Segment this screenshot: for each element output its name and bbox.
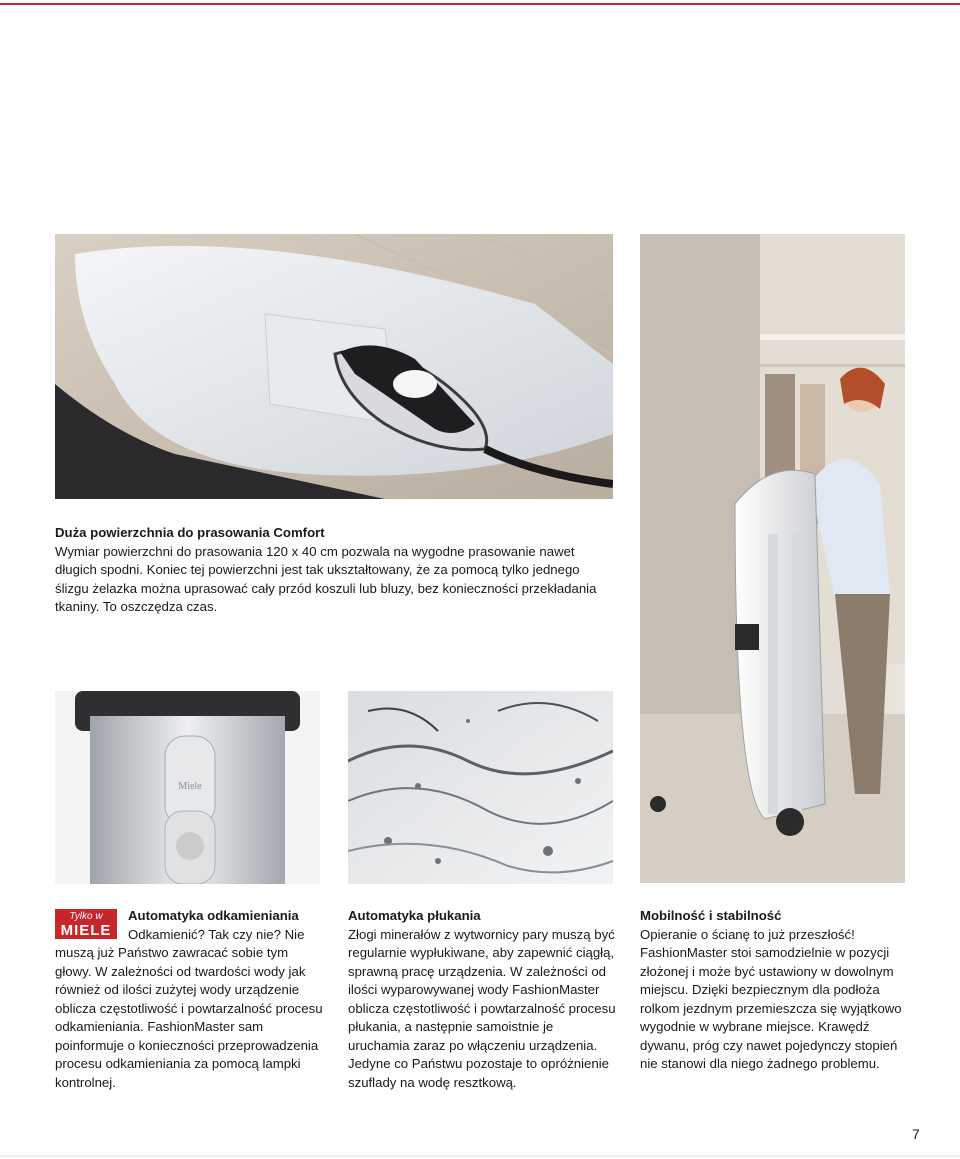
- mobility-body: Opieranie o ścianę to już przeszłość! FashionMaster stoi samodzielnie w pozycji złożonej i może być ustawiony w dowolnym miejscu. Dzięki bezpiecznym dla podłoża rolkom jezdnym przemieszcza się wyjątkowo wygodnie w wybrane miejsce. Krawędź dywanu, próg czy nawet pojedynczy stopień nie stanowi dla niego żadnego problemu.: [640, 926, 902, 1071]
- badge-line1: Tylko w: [69, 911, 103, 922]
- mobility-heading: Mobilność i stabilność: [640, 908, 782, 923]
- water-splash-photo: [348, 691, 613, 884]
- descaling-device-photo: [55, 691, 320, 884]
- rinse-body: Złogi minerałów z wytwornicy pary muszą być regularnie wypłukiwane, aby zapewnić ciągłą, sprawną pracę urządzenia. W zależności od ilości wyparowywanej wody FashionMaster oblicza częstotliwość i powtarzalność procesu płukania, a następnie samoistnie je uruchamia zaraz po włączeniu urządzenia. Jedyne co Państwu pozostaje to opróżnienie szuflady na wodę resztkową.: [348, 926, 616, 1090]
- svg-text:Miele: Miele: [178, 781, 202, 792]
- rinse-heading: Automatyka płukania: [348, 908, 481, 923]
- top-red-rule: [0, 3, 960, 5]
- badge-line2: MIELE: [60, 922, 112, 939]
- rinse-section: [348, 907, 616, 1092]
- mobility-section: [640, 907, 910, 1074]
- bottom-rule: [0, 1155, 960, 1157]
- ironing-board-photo: [55, 234, 613, 499]
- descaling-body: Odkamienić? Tak czy nie? Nie muszą już Państwo zawracać sobie tym głowy. W zależności od twardości wody jak również od ilości zużytej wody urządzenie oblicza częstotliwość i powtarzalność procesu odkamieniania. FashionMaster sam poinformuje o konieczności przeprowadzenia procesu odkamieniania za pomocą lampki kontrolnej.: [55, 926, 323, 1090]
- comfort-heading: Duża powierzchnia do prasowania Comfort: [55, 525, 325, 540]
- comfort-body: Wymiar powierzchni do prasowania 120 x 40 cm pozwala na wygodne prasowanie nawet długich spodni. Koniec tej powierzchni jest tak ukształtowany, że za pomocą tylko jednego ślizgu żelazka można uprasować cały przód koszuli lub bluzy, bez konieczności przekładania tkaniny. To oszczędza czas.: [55, 543, 597, 614]
- comfort-section: [55, 524, 615, 617]
- page-number: 7: [912, 1126, 920, 1142]
- woman-fashionmaster-photo: [640, 234, 905, 883]
- descaling-section: [55, 907, 325, 1092]
- descaling-heading: Automatyka odkamieniania: [128, 908, 299, 923]
